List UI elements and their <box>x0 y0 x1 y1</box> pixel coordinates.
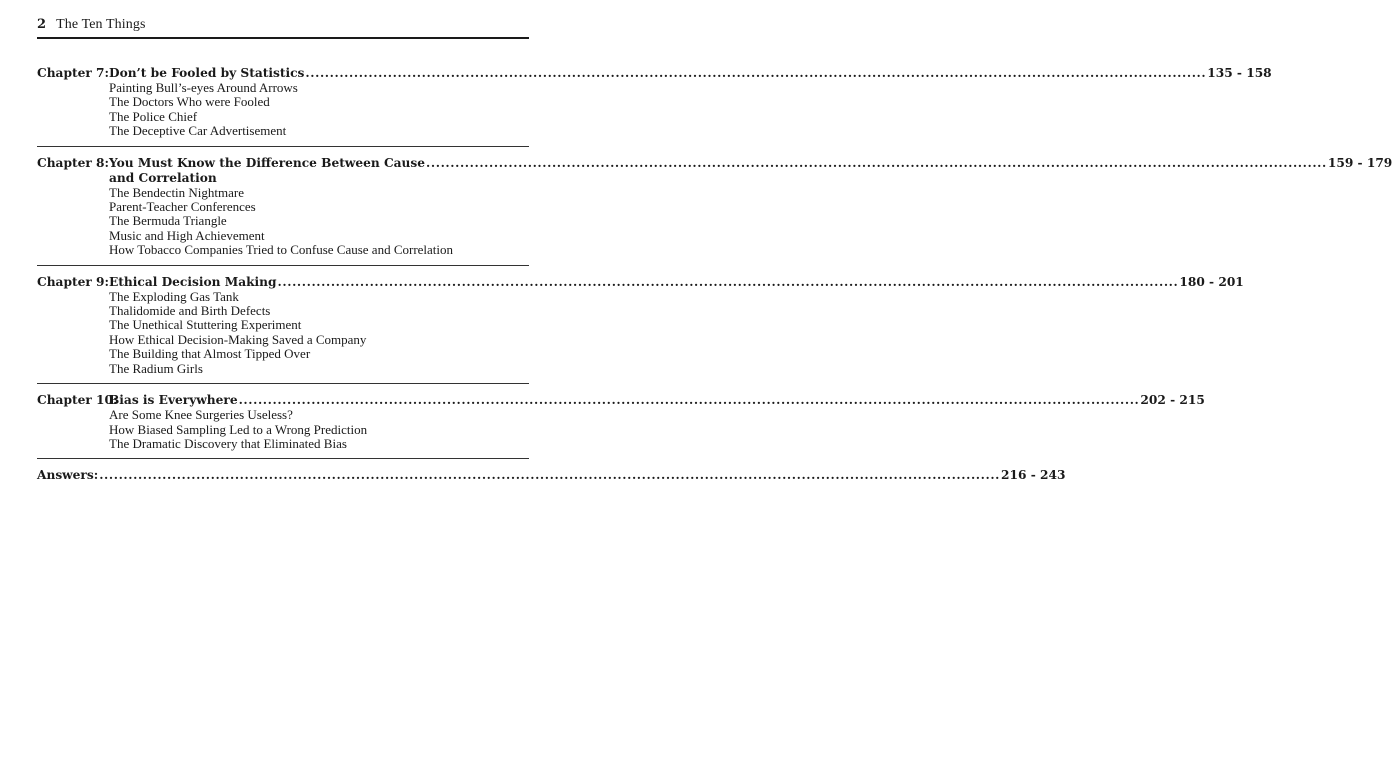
table-of-contents <box>37 66 1392 483</box>
dot-leader <box>99 468 1000 483</box>
chapter-label: Chapter 8: <box>37 155 110 170</box>
section-list <box>37 186 529 258</box>
answers-heading <box>37 468 1066 483</box>
section-item: The Exploding Gas Tank <box>109 288 239 304</box>
toc-chapter-10 <box>37 393 1205 451</box>
section-list <box>37 81 529 139</box>
chapter-pages: 180 - 201 <box>1179 274 1244 289</box>
chapter-title: Don’t be Fooled by Statistics <box>109 66 305 80</box>
toc-answers <box>37 468 1066 483</box>
section-item: The Bermuda Triangle <box>109 213 227 229</box>
answers-pages: 216 - 243 <box>1001 468 1066 483</box>
chapter-label: Chapter 10: <box>37 393 118 408</box>
section-list <box>37 290 529 376</box>
section-item: How Ethical Decision-Making Saved a Company <box>109 331 367 347</box>
answers-label: Answers: <box>37 468 99 483</box>
section-item: The Building that Almost Tipped Over <box>109 346 311 362</box>
running-title: The Ten Things <box>56 17 146 32</box>
dot-leader <box>426 156 1327 171</box>
dot-leader <box>239 393 1140 408</box>
chapter-divider <box>37 383 529 384</box>
section-item: Are Some Knee Surgeries Useless? <box>109 407 293 423</box>
toc-chapter-9 <box>37 274 1244 376</box>
section-list <box>37 408 529 451</box>
section-item: The Unethical Stuttering Experiment <box>109 317 302 333</box>
chapter-label: Chapter 7: <box>37 66 110 80</box>
chapter-divider <box>37 146 529 147</box>
chapter-title: Ethical Decision Making <box>109 274 277 289</box>
chapter-title: Bias is Everywhere <box>109 393 238 408</box>
section-item: The Doctors Who were Fooled <box>109 94 270 110</box>
page-number: 2 <box>37 17 47 32</box>
dot-leader <box>278 275 1179 290</box>
section-item: How Biased Sampling Led to a Wrong Prediction <box>109 421 368 437</box>
chapter-title-continuation: and Correlation <box>109 170 217 185</box>
chapter-heading <box>37 393 1205 408</box>
chapter-divider <box>37 265 529 266</box>
section-item: Music and High Achievement <box>109 227 265 243</box>
section-item: Parent-Teacher Conferences <box>109 199 256 215</box>
header-rule <box>37 37 529 39</box>
section-item: The Deceptive Car Advertisement <box>109 123 287 139</box>
section-item: The Bendectin Nightmare <box>109 184 245 200</box>
running-header <box>37 17 146 33</box>
chapter-heading <box>37 66 1272 81</box>
chapter-divider <box>37 458 529 459</box>
section-item: The Dramatic Discovery that Eliminated Bias <box>109 435 347 451</box>
section-item: Painting Bull’s-eyes Around Arrows <box>109 80 298 95</box>
chapter-pages: 159 - 179 <box>1327 155 1392 170</box>
chapter-pages: 202 - 215 <box>1140 393 1205 408</box>
chapter-heading <box>37 274 1244 290</box>
chapter-title: You Must Know the Difference Between Cause <box>109 155 426 170</box>
toc-chapter-8 <box>37 155 1392 258</box>
chapter-heading <box>37 155 1392 171</box>
toc-chapter-7 <box>37 66 1272 139</box>
section-item: How Tobacco Companies Tried to Confuse Cause and Correlation <box>109 242 454 258</box>
dot-leader <box>305 66 1206 81</box>
chapter-label: Chapter 9: <box>37 274 110 289</box>
section-item: Thalidomide and Birth Defects <box>109 303 271 319</box>
section-item: The Radium Girls <box>109 360 203 376</box>
chapter-pages: 135 - 158 <box>1207 66 1272 80</box>
section-item: The Police Chief <box>109 108 198 124</box>
